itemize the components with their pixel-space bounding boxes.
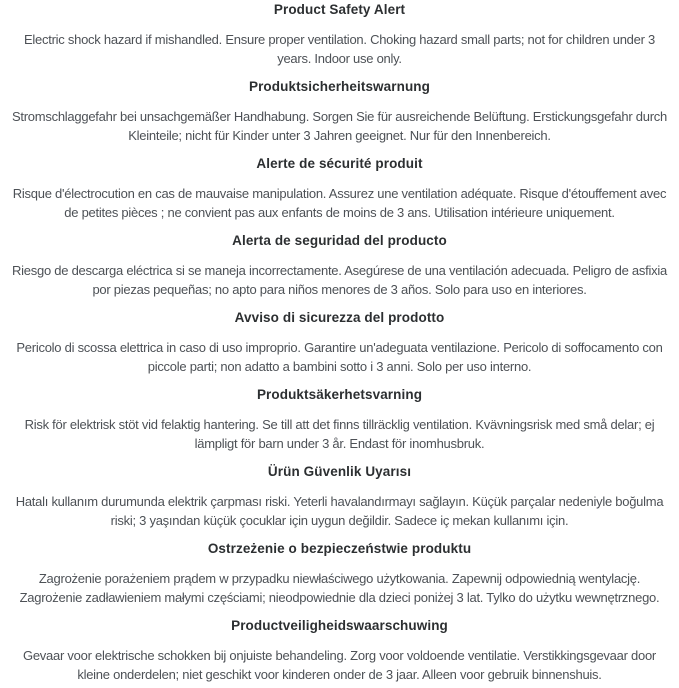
section-title-swedish: Produktsäkerhetsvarning (256, 387, 423, 402)
safety-section-english (9, 2, 670, 68)
safety-section-german (9, 79, 670, 145)
safety-section-swedish (9, 387, 670, 453)
safety-section-italian (9, 310, 670, 376)
safety-section-turkish (9, 464, 670, 530)
section-title-german: Produktsicherheitswarnung (248, 79, 431, 94)
section-body-french: Risque d'électrocution en cas de mauvaise manipulation. Assurez une ventilation adéquate. Risque d'étouffement avec de petites pièces ; ne convient pas aux enfants de moins de 3 ans. Utilisation intérieure uniquement. (12, 186, 667, 220)
safety-section-french (9, 156, 670, 222)
section-title-italian: Avviso di sicurezza del prodotto (234, 310, 445, 325)
section-body-spanish: Riesgo de descarga eléctrica si se maneja incorrectamente. Asegúrese de una ventilación adecuada. Peligro de asfixia por piezas pequeñas; no apto para niños menores de 3 años. Solo para uso en interiores. (12, 263, 667, 297)
section-title-spanish: Alerta de seguridad del producto (232, 233, 447, 248)
safety-section-polish (9, 541, 670, 607)
section-title-dutch: Productveiligheidswaarschuwing (231, 618, 448, 633)
section-body-turkish: Hatalı kullanım durumunda elektrik çarpması riski. Yeterli havalandırmayı sağlayın. Küçük parçalar nedeniyle boğulma riski; 3 yaşından küçük çocuklar için uygun değildir. Sadece iç mekan kullanımı için. (15, 494, 664, 528)
section-title-english: Product Safety Alert (273, 2, 406, 17)
section-title-french: Alerte de sécurité produit (256, 156, 423, 171)
section-body-polish: Zagrożenie porażeniem prądem w przypadku niewłaściwego użytkowania. Zapewnij odpowiednią wentylację. Zagrożenie zadławieniem małymi częściami; nieodpowiednie dla dzieci poniżej 3 lat. Tylko do użytku wewnętrznego. (19, 571, 660, 605)
section-body-german: Stromschlaggefahr bei unsachgemäßer Handhabung. Sorgen Sie für ausreichende Belüftung. Erstickungsgefahr durch Kleinteile; nicht für Kinder unter 3 Jahren geeignet. Nur für den Innenbereich. (11, 109, 668, 143)
section-body-dutch: Gevaar voor elektrische schokken bij onjuiste behandeling. Zorg voor voldoende ventilatie. Verstikkingsgevaar door kleine onderdelen; niet geschikt voor kinderen onder de 3 jaar. Alleen voor gebruik binnenshuis. (22, 648, 657, 682)
section-body-english: Electric shock hazard if mishandled. Ensure proper ventilation. Choking hazard small parts; not for children under 3 years. Indoor use only. (23, 32, 655, 66)
safety-section-spanish (9, 233, 670, 299)
section-body-swedish: Risk för elektrisk stöt vid felaktig hantering. Se till att det finns tillräcklig ventilation. Kvävningsrisk med små delar; ej lämpligt för barn under 3 år. Endast för inomhusbruk. (24, 417, 655, 451)
section-title-polish: Ostrzeżenie o bezpieczeństwie produktu (207, 541, 472, 556)
section-body-italian: Pericolo di scossa elettrica in caso di uso improprio. Garantire un'adeguata ventilazione. Pericolo di soffocamento con piccole parti; non adatto a bambini sotto i 3 anni. Solo per uso interno. (16, 340, 663, 374)
safety-section-dutch (9, 618, 670, 684)
section-title-turkish: Ürün Güvenlik Uyarısı (267, 464, 412, 479)
